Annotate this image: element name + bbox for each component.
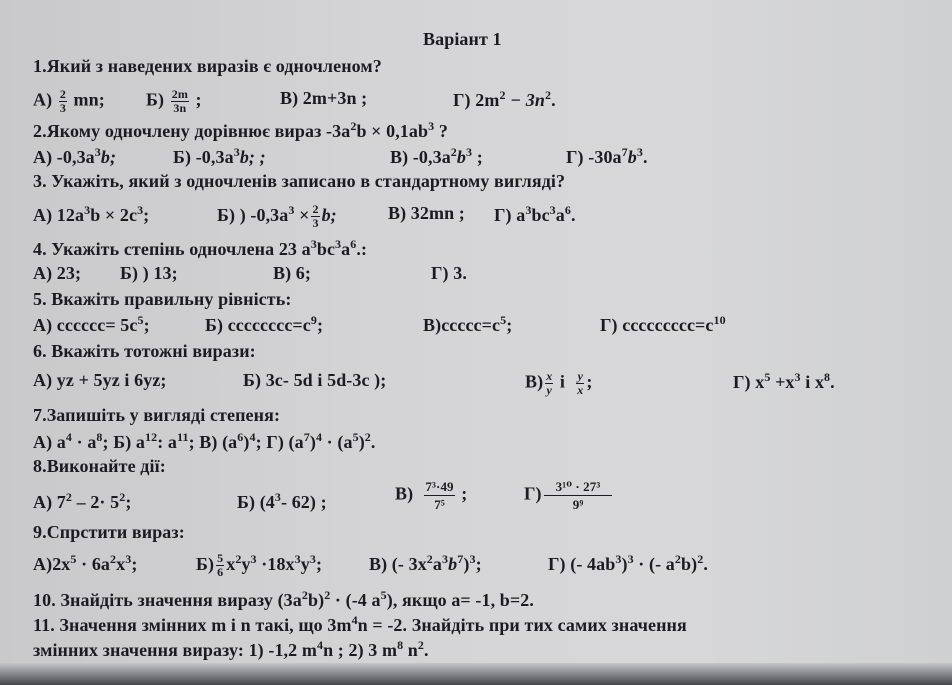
q2-option-c: В) $-0,3a^2b^3$ ; (390, 145, 483, 167)
q6-option-b: Б) 3c- 5d і 5d-3c ); (243, 370, 387, 390)
question-8-text: 8.Виконайте дії: (33, 456, 166, 476)
q6-option-c: В) $\frac{x}{y}$ і $\frac{y}{x}$ ; (525, 369, 593, 397)
q9-option-a: $А)2x^5 \cdot 6a^2x^3$; (33, 552, 138, 574)
q3-option-a: А) $12a^3b \times 2c^3$; (33, 203, 150, 225)
question-5-answers (33, 313, 933, 339)
question-1-text: 1.Який з наведених виразів є одночленом? (33, 56, 382, 76)
question-7-answers: А) $a^4 \cdot a^8$; Б) $a^{12}$: $a^{11}$; В) $(a^6)^4$; Г) $(a^7)^4 \cdot (a^5)^2$. (33, 430, 376, 452)
q1-option-d: Г) $2m^2 - 3n^2$. (453, 88, 556, 110)
q8-option-d: Г) $\frac{\text{3¹⁰ · 27³}}{\text{9⁹}}$ (524, 478, 614, 513)
q9-option-d: Г) (- $4ab^3)^3$ · (- $a^2b)^2$. (548, 552, 708, 574)
variant-title: Варіант 1 (423, 29, 502, 49)
question-2-text: 2.Якому одночлену дорівнює вираз $-3a^2b \times 0,1ab^3$ ? (33, 119, 448, 141)
q3-option-c: В) 32mn ; (388, 203, 465, 223)
q5-option-a: А) cccccc= $5c^5$; (33, 313, 150, 335)
question-2-answers (33, 145, 933, 171)
question-10-text: 10. Знайдіть значення виразу $(3a^2b)^2 \cdot (-4$ $a^5$), якщо a= -1, b=2. (33, 588, 534, 610)
q1-option-b: Б) $\frac{2m}{3n}$ ; (146, 87, 202, 115)
q1-option-a: А) $\frac{2}{3}$ mn; (33, 87, 105, 115)
q9-option-c: В) (- $3x^2a^3b^7)^3$; (369, 552, 482, 574)
q4-option-c: В) 6; (273, 263, 311, 283)
q4-option-a: А) 23; (33, 263, 82, 283)
q3-option-d: Г) $a^3bc^3a^6$. (494, 203, 576, 225)
q5-option-c: $В)ccccc=c^5$; (423, 313, 513, 335)
q4-option-d: Г) 3. (431, 263, 467, 283)
question-9-answers (33, 540, 933, 584)
q8-option-c: В) $\frac{\text{7³·49}}{\text{7⁵}}$ ; (395, 479, 468, 512)
question-11-text: 11. Значення змінних m і n такі, що $3m^4n = -2$. Знайдіть при тих самих значення (33, 613, 687, 635)
q2-option-b: Б) $-0,3a^3b$; ; (173, 145, 266, 167)
q6-option-a: А) yz + 5yz і 6yz; (33, 370, 167, 390)
q2-option-a: А) $-0,3a^3b$; (33, 145, 117, 167)
q5-option-b: Б) $cccccccc=c^9$; (205, 313, 324, 335)
q4-option-b: Б) ) 13; (120, 263, 178, 283)
question-3-text: 3. Укажіть, який з одночленів записано в стандартному вигляді? (33, 171, 566, 191)
q1-option-c: В) 2m+3n ; (280, 88, 368, 108)
question-3-answers (33, 193, 933, 233)
question-9-text: 9.Спрстити вираз: (33, 522, 185, 542)
q3-option-b: Б) ) $-0,3a^3$ × $\frac{2}{3}$ b; (217, 202, 337, 231)
q8-option-b: Б) ($4^3-$ 62) ; (237, 490, 327, 512)
question-4-text: 4. Укажіть степінь одночлена 23 $a^3bc^3a^6$.: (33, 237, 368, 259)
desk-shadow-edge (0, 663, 952, 685)
question-4-answers (33, 263, 933, 287)
question-6-answers (33, 358, 933, 398)
question-8-answers (33, 472, 933, 522)
q5-option-d: Г) $ccccccccc=c^{10}$ (600, 313, 726, 335)
q9-option-b: Б) $\frac{5}{6}$ $x^2y^3 \cdot 18x^3y^3$; (196, 551, 323, 580)
question-5-text: 5. Вкажіть правильну рівність: (33, 289, 292, 309)
question-11-text-line-2: змінних значення виразу: 1) -1,2 $m^4n$ ; 2) 3 $m^8$ $n^2$. (33, 638, 429, 660)
question-7-text: 7.Запишіть у вигляді степеня: (33, 405, 281, 425)
q2-option-d: Г) $-30a^7b^3$. (566, 145, 648, 167)
q6-option-d: Г) $x^5 +x^3$ і $x^8$. (733, 370, 835, 392)
q8-option-a: А) $7^2 - 2\cdot 5^2$; (33, 490, 132, 512)
question-6-text: 6. Вкажіть тотожні вирази: (33, 341, 256, 361)
question-1-answers (33, 80, 933, 118)
